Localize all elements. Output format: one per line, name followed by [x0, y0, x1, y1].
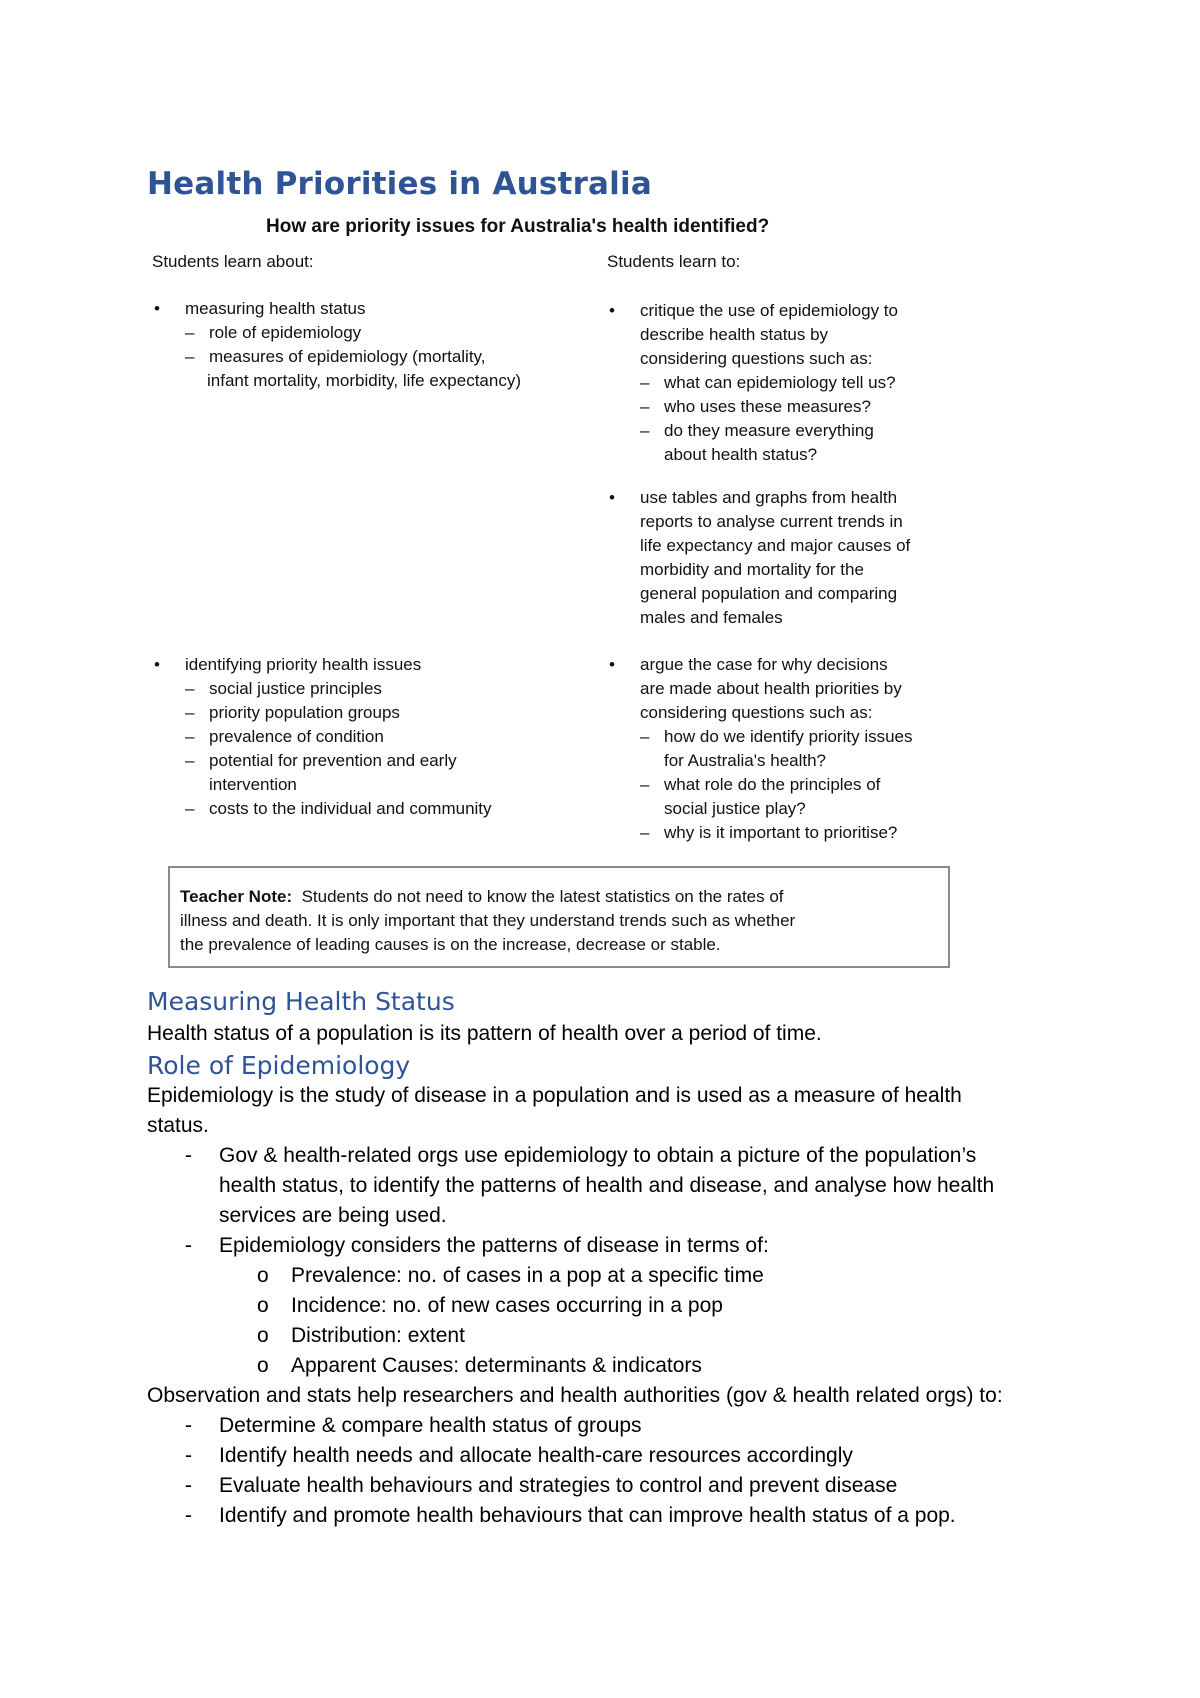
list-item-continued: services are being used. — [219, 1204, 447, 1227]
sub-item: – prevalence of condition — [152, 725, 492, 749]
list-item-continued: males and females — [640, 608, 783, 627]
sub-item: – what role do the principles of — [607, 773, 913, 797]
list-item: - Identify health needs and allocate health-care resources accordingly — [147, 1441, 956, 1471]
dash-icon: – — [185, 799, 195, 818]
uses-list — [147, 1411, 956, 1531]
list-item-continued: general population and comparing — [640, 584, 898, 603]
list-item-continued: considering questions such as: — [640, 703, 873, 722]
dash-icon: – — [640, 421, 650, 440]
teacher-note-line: Teacher Note: Students do not need to know the latest statistics on the rates of — [180, 887, 784, 906]
sub-item: – priority population groups — [152, 701, 492, 725]
learn-to-block-critique — [607, 299, 898, 467]
dash-icon: – — [640, 727, 650, 746]
epidemiology-definition-line: Epidemiology is the study of disease in a population and is used as a measure of health — [147, 1084, 962, 1107]
sub-item: – role of epidemiology — [152, 321, 521, 345]
dash-icon: – — [185, 703, 195, 722]
list-item-continued: reports to analyse current trends in — [640, 512, 903, 531]
circle-bullet-icon: o — [257, 1324, 269, 1347]
teacher-note-line: the prevalence of leading causes is on the increase, decrease or stable. — [180, 935, 721, 954]
sub-item: – costs to the individual and community — [152, 797, 492, 821]
teacher-note-box — [168, 866, 950, 968]
sub-item-continued: intervention — [209, 775, 297, 794]
learn-to-block-tables — [607, 486, 910, 630]
dash-icon: – — [185, 323, 195, 342]
learn-about-heading: Students learn about: — [152, 252, 314, 271]
role-of-epidemiology-heading: Role of Epidemiology — [147, 1051, 411, 1080]
teacher-note-label: Teacher Note: — [180, 887, 293, 906]
dash-icon: - — [185, 1234, 192, 1257]
list-item: - Identify and promote health behaviours that can improve health status of a pop. — [147, 1501, 956, 1531]
sub-item-continued: social justice play? — [664, 799, 806, 818]
dash-icon: – — [185, 751, 195, 770]
epidemiology-definition-line: status. — [147, 1114, 209, 1137]
measuring-health-status-text: Health status of a population is its pattern of health over a period of time. — [147, 1022, 822, 1045]
list-item-continued: considering questions such as: — [640, 349, 873, 368]
term-item: o Prevalence: no. of cases in a pop at a specific time — [147, 1261, 994, 1291]
circle-bullet-icon: o — [257, 1264, 269, 1287]
list-item-continued: are made about health priorities by — [640, 679, 902, 698]
syllabus-question: How are priority issues for Australia's health identified? — [266, 216, 770, 237]
circle-bullet-icon: o — [257, 1354, 269, 1377]
sub-item-continued: about health status? — [664, 445, 818, 464]
dash-icon: – — [185, 727, 195, 746]
dash-icon: – — [640, 775, 650, 794]
term-item: o Distribution: extent — [147, 1321, 994, 1351]
dash-icon: – — [185, 347, 195, 366]
sub-item: – measures of epidemiology (mortality, — [152, 345, 521, 369]
list-item: - Gov & health-related orgs use epidemiology to obtain a picture of the population’s — [147, 1141, 994, 1171]
bullet-icon: • — [154, 299, 160, 318]
dash-icon: - — [185, 1504, 192, 1527]
learn-about-block-measuring — [152, 297, 521, 393]
bullet-icon: • — [609, 655, 615, 674]
list-item: • identifying priority health issues — [152, 653, 492, 677]
list-item: • critique the use of epidemiology to — [607, 299, 898, 323]
list-item: - Evaluate health behaviours and strategies to control and prevent disease — [147, 1471, 956, 1501]
dash-icon: - — [185, 1144, 192, 1167]
measuring-health-status-heading: Measuring Health Status — [147, 987, 455, 1016]
epidemiology-points-list — [147, 1141, 994, 1381]
bullet-icon: • — [154, 655, 160, 674]
circle-bullet-icon: o — [257, 1294, 269, 1317]
teacher-note-line: illness and death. It is only important that they understand trends such as whether — [180, 911, 796, 930]
observation-text: Observation and stats help researchers and health authorities (gov & health related orgs) to: — [147, 1384, 1003, 1407]
dash-icon: - — [185, 1444, 192, 1467]
bullet-icon: • — [609, 301, 615, 320]
sub-item-continued: for Australia's health? — [664, 751, 827, 770]
list-item: • measuring health status — [152, 297, 521, 321]
sub-item: – how do we identify priority issues — [607, 725, 913, 749]
list-item: • argue the case for why decisions — [607, 653, 913, 677]
list-item: - Epidemiology considers the patterns of disease in terms of: — [147, 1231, 994, 1261]
dash-icon: - — [185, 1474, 192, 1497]
term-item: o Apparent Causes: determinants & indicators — [147, 1351, 994, 1381]
learn-about-block-priority — [152, 653, 492, 821]
term-item: o Incidence: no. of new cases occurring in a pop — [147, 1291, 994, 1321]
list-item: - Determine & compare health status of groups — [147, 1411, 956, 1441]
dash-icon: – — [640, 823, 650, 842]
list-item: • use tables and graphs from health — [607, 486, 910, 510]
document-title: Health Priorities in Australia — [147, 166, 652, 202]
dash-icon: – — [185, 679, 195, 698]
learn-to-heading: Students learn to: — [607, 252, 741, 271]
sub-item: – what can epidemiology tell us? — [607, 371, 898, 395]
sub-item: – why is it important to prioritise? — [607, 821, 913, 845]
list-item-continued: life expectancy and major causes of — [640, 536, 911, 555]
sub-item: – do they measure everything — [607, 419, 898, 443]
sub-item: – who uses these measures? — [607, 395, 898, 419]
learn-to-block-argue — [607, 653, 913, 845]
list-item-continued: describe health status by — [640, 325, 829, 344]
list-item-continued: health status, to identify the patterns of health and disease, and analyse how health — [219, 1174, 995, 1197]
list-item-continued: morbidity and mortality for the — [640, 560, 864, 579]
bullet-icon: • — [609, 488, 615, 507]
dash-icon: – — [640, 373, 650, 392]
sub-item: – social justice principles — [152, 677, 492, 701]
dash-icon: - — [185, 1414, 192, 1437]
dash-icon: – — [640, 397, 650, 416]
sub-item-continued: infant mortality, morbidity, life expectancy) — [207, 371, 521, 390]
sub-item: – potential for prevention and early — [152, 749, 492, 773]
